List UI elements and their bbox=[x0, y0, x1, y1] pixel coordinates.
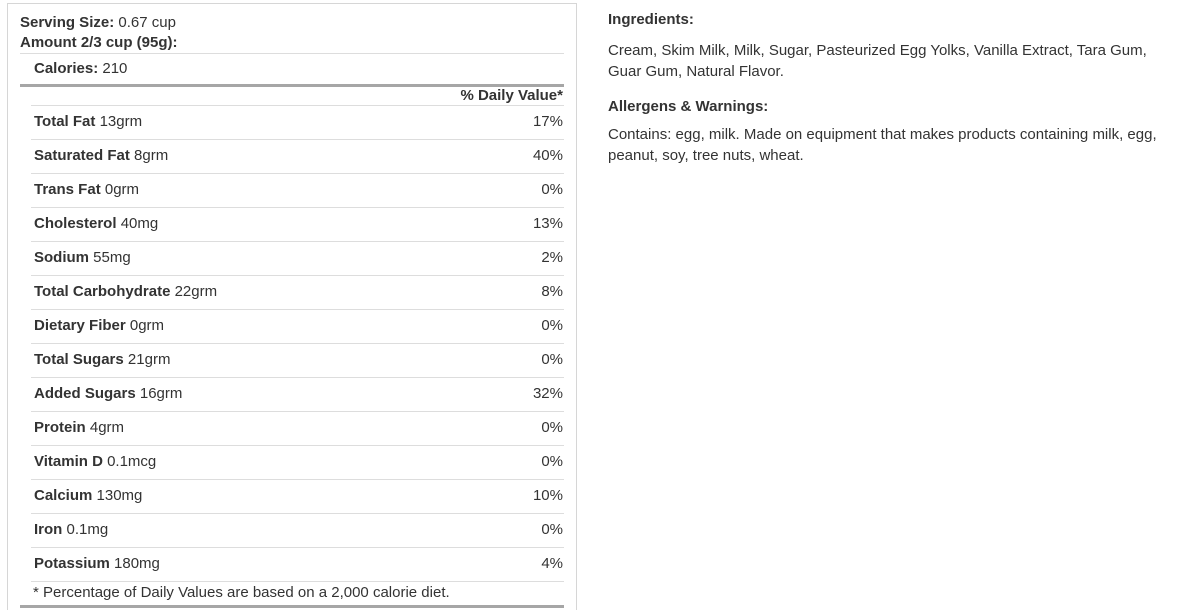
nutrient-name-amount bbox=[34, 384, 182, 404]
serving-size-label: Serving Size: bbox=[20, 14, 115, 31]
nutrient-row bbox=[31, 140, 564, 174]
nutrient-name-amount bbox=[34, 146, 168, 166]
nutrient-name: Iron bbox=[34, 521, 63, 538]
nutrient-daily-value: 32% bbox=[532, 385, 563, 402]
serving-size-line bbox=[20, 13, 564, 33]
nutrient-daily-value: 2% bbox=[541, 249, 563, 266]
ingredients-heading: Ingredients: bbox=[608, 11, 694, 28]
nutrient-daily-value: 0% bbox=[541, 419, 563, 436]
nutrient-name: Cholesterol bbox=[34, 215, 117, 232]
nutrient-name-amount bbox=[34, 214, 158, 234]
daily-value-footnote: * Percentage of Daily Values are based on a 2,000 calorie diet. bbox=[33, 584, 450, 601]
nutrient-name-amount bbox=[34, 520, 108, 540]
nutrient-name-amount bbox=[34, 282, 217, 302]
nutrient-name-amount bbox=[34, 452, 156, 472]
nutrient-row bbox=[31, 548, 564, 582]
nutrient-row bbox=[31, 174, 564, 208]
serving-size-value: 0.67 cup bbox=[118, 14, 176, 31]
nutrient-name: Total Carbohydrate bbox=[34, 283, 171, 300]
panel-bottom-thick-divider bbox=[20, 605, 564, 608]
nutrient-name-amount bbox=[34, 350, 170, 370]
nutrient-amount: 22grm bbox=[174, 283, 218, 300]
nutrient-name: Total Sugars bbox=[34, 351, 124, 368]
nutrient-amount: 8grm bbox=[134, 147, 169, 164]
nutrient-daily-value: 40% bbox=[532, 147, 563, 164]
nutrient-name-amount bbox=[34, 248, 131, 268]
amount-line: Amount 2/3 cup (95g): bbox=[20, 34, 178, 51]
allergens-text: Contains: egg, milk. Made on equipment that makes products containing milk, egg, peanut, soy, tree nuts, wheat. bbox=[608, 126, 1157, 164]
nutrient-daily-value: 13% bbox=[532, 215, 563, 232]
nutrient-name: Saturated Fat bbox=[34, 147, 130, 164]
nutrient-rows bbox=[20, 106, 564, 582]
nutrient-row bbox=[31, 480, 564, 514]
calories-value: 210 bbox=[102, 60, 128, 77]
nutrient-row bbox=[31, 208, 564, 242]
nutrient-name-amount bbox=[34, 180, 139, 200]
nutrient-amount: 13grm bbox=[99, 113, 143, 130]
nutrient-daily-value: 0% bbox=[541, 181, 563, 198]
nutrient-name: Potassium bbox=[34, 555, 110, 572]
nutrient-daily-value: 0% bbox=[541, 351, 563, 368]
nutrient-amount: 0grm bbox=[129, 317, 165, 334]
nutrient-row bbox=[31, 310, 564, 344]
nutrient-row bbox=[31, 242, 564, 276]
nutrient-amount: 16grm bbox=[139, 385, 183, 402]
nutrient-row bbox=[31, 446, 564, 480]
nutrient-amount: 180mg bbox=[114, 555, 160, 572]
nutrient-row bbox=[31, 276, 564, 310]
nutrient-row bbox=[31, 106, 564, 140]
nutrient-amount: 21grm bbox=[127, 351, 171, 368]
nutrient-daily-value: 0% bbox=[541, 521, 563, 538]
daily-value-header: % Daily Value* bbox=[31, 87, 564, 106]
allergens-heading: Allergens & Warnings: bbox=[608, 98, 769, 115]
nutrient-name-amount bbox=[34, 316, 164, 336]
nutrient-row bbox=[31, 412, 564, 446]
nutrient-name: Dietary Fiber bbox=[34, 317, 126, 334]
nutrient-amount: 40mg bbox=[120, 215, 159, 232]
nutrient-name: Total Fat bbox=[34, 113, 96, 130]
calories-label: Calories: bbox=[34, 60, 99, 77]
nutrient-name: Vitamin D bbox=[34, 453, 103, 470]
info-column bbox=[608, 10, 1170, 166]
nutrient-name: Protein bbox=[34, 419, 86, 436]
nutrient-name-amount bbox=[34, 554, 160, 574]
nutrient-name: Sodium bbox=[34, 249, 89, 266]
nutrient-daily-value: 10% bbox=[532, 487, 563, 504]
nutrition-facts-panel bbox=[7, 3, 577, 610]
nutrient-daily-value: 4% bbox=[541, 555, 563, 572]
nutrient-name-amount bbox=[34, 112, 142, 132]
nutrient-name: Trans Fat bbox=[34, 181, 101, 198]
nutrient-daily-value: 0% bbox=[541, 453, 563, 470]
nutrient-row bbox=[31, 378, 564, 412]
nutrient-daily-value: 0% bbox=[541, 317, 563, 334]
nutrient-daily-value: 8% bbox=[541, 283, 563, 300]
calories-row bbox=[20, 54, 564, 84]
nutrient-row bbox=[31, 514, 564, 548]
nutrient-amount: 0.1mcg bbox=[107, 453, 157, 470]
ingredients-text: Cream, Skim Milk, Milk, Sugar, Pasteurized Egg Yolks, Vanilla Extract, Tara Gum, Guar Gum, Natural Flavor. bbox=[608, 42, 1147, 80]
nutrient-name-amount bbox=[34, 486, 142, 506]
nutrient-name-amount bbox=[34, 418, 124, 438]
nutrient-amount: 130mg bbox=[96, 487, 143, 504]
nutrient-amount: 55mg bbox=[93, 249, 131, 266]
nutrient-amount: 0grm bbox=[104, 181, 140, 198]
nutrient-amount: 4grm bbox=[89, 419, 125, 436]
nutrient-amount: 0.1mg bbox=[66, 521, 109, 538]
nutrient-daily-value: 17% bbox=[532, 113, 563, 130]
nutrient-row bbox=[31, 344, 564, 378]
nutrient-name: Added Sugars bbox=[34, 385, 136, 402]
nutrient-name: Calcium bbox=[34, 487, 93, 504]
